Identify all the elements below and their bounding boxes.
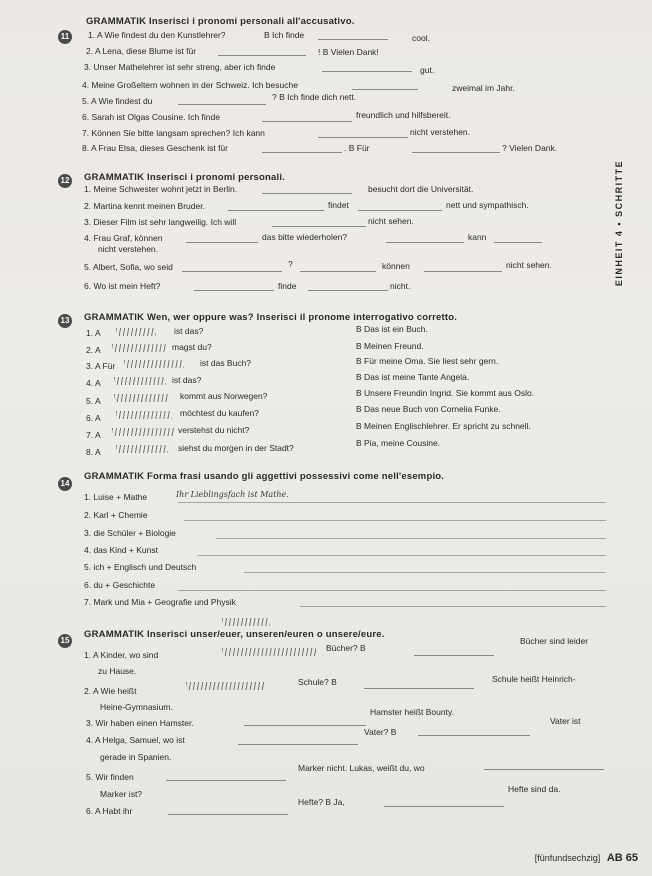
page-number: AB 65 — [606, 852, 638, 864]
blank[interactable] — [358, 210, 442, 211]
blank[interactable] — [308, 290, 388, 291]
blank[interactable] — [384, 806, 504, 807]
blank[interactable] — [412, 152, 500, 153]
handwritten-answer — [112, 428, 174, 436]
handwritten-answer — [114, 394, 168, 402]
exercise-number-15: 15 — [58, 634, 72, 648]
ex13-row-7-q: 7. A — [86, 430, 101, 440]
page-number-word: [fünfundsechzig] — [534, 853, 601, 863]
handwritten-answer — [112, 344, 166, 352]
ex13-row-2-mid: magst du? — [172, 342, 212, 352]
ex12-row-1-b: besucht dort die Universität. — [368, 184, 474, 194]
blank[interactable] — [182, 271, 282, 272]
ex14-row-1-q: 1. Luise + Mathe — [84, 492, 148, 502]
ex15-row-4-c: Vater ist — [550, 716, 581, 726]
ex13-row-3-b: B Für meine Oma. Sie liest sehr gern. — [356, 356, 499, 366]
ex11-row-2-b: ! B Vielen Dank! — [318, 47, 379, 57]
ex11-row-2-q: 2. A Lena, diese Blume ist für — [86, 46, 197, 56]
ex11-row-8-c: ? Vielen Dank. — [502, 143, 558, 153]
blank[interactable] — [262, 193, 352, 194]
ex13-row-2-q: 2. A — [86, 345, 101, 355]
ex13-row-4-b: B Das ist meine Tante Angela. — [356, 372, 470, 382]
ex15-row-1-cont: zu Hause. — [98, 666, 137, 676]
ex15-row-2-a: 2. A Wie heißt — [84, 686, 137, 696]
blank[interactable] — [484, 769, 604, 770]
ex13-row-1-q: 1. A — [86, 328, 101, 338]
exercise-number-12: 12 — [58, 174, 72, 188]
blank[interactable] — [262, 152, 342, 153]
handwritten-answer — [116, 445, 168, 453]
ex13-row-6-mid: möchtest du kaufen? — [180, 408, 259, 418]
ex14-row-1-answer: Ihr Lieblingsfach ist Mathe. — [176, 490, 289, 499]
answer-line[interactable] — [244, 572, 606, 573]
blank[interactable] — [386, 242, 464, 243]
ex14-row-3-q: 3. die Schüler + Biologie — [84, 528, 176, 538]
ex15-row-1-c: Bücher sind leider — [520, 636, 589, 646]
handwritten-scribble — [222, 618, 270, 626]
ex12-row-2-q: 2. Martina kennt meinen Bruder. — [84, 201, 205, 211]
blank[interactable] — [494, 242, 542, 243]
blank[interactable] — [194, 290, 274, 291]
ex14-row-5-q: 5. ich + Englisch und Deutsch — [84, 562, 197, 572]
ex11-row-6-q: 6. Sarah ist Olgas Cousine. Ich finde — [82, 112, 220, 122]
ex15-row-1-b: Bücher? B — [326, 643, 366, 653]
ex15-row-4-cont: gerade in Spanien. — [100, 752, 172, 762]
ex14-row-7-q: 7. Mark und Mia + Geografie und Physik — [84, 597, 236, 607]
ex15-row-4-b: Vater? B — [364, 727, 397, 737]
ex13-row-8-q: 8. A — [86, 447, 101, 457]
ex12-row-4-c: kann — [468, 232, 487, 242]
exercise-number-13: 13 — [58, 314, 72, 328]
ex12-row-6-q: 6. Wo ist mein Heft? — [84, 281, 161, 291]
ex11-row-4-q: 4. Meine Großeltern wohnen in der Schweiz. Ich besuche — [82, 80, 298, 90]
blank[interactable] — [218, 55, 306, 56]
ex15-row-6-b: Hefte? B Ja, — [298, 797, 345, 807]
exercise-14-title: GRAMMATIK Forma frasi usando gli aggettivi possessivi come nell'esempio. — [84, 471, 445, 482]
blank[interactable] — [300, 271, 376, 272]
ex13-row-4-q: 4. A — [86, 378, 101, 388]
ex15-row-5-a: 5. Wir finden — [86, 772, 134, 782]
ex12-row-4-b: das bitte wiederholen? — [262, 232, 348, 242]
ex15-row-5-c: Hefte sind da. — [508, 784, 561, 794]
ex13-row-8-mid: siehst du morgen in der Stadt? — [178, 443, 294, 453]
ex12-row-5-extra: nicht sehen. — [506, 260, 552, 270]
ex12-row-4-q: 4. Frau Graf, können — [84, 233, 163, 243]
ex13-row-1-mid: ist das? — [174, 326, 204, 336]
blank[interactable] — [414, 655, 494, 656]
exercise-15-title: GRAMMATIK Inserisci unser/euer, unseren/euren o unsere/eure. — [84, 629, 385, 640]
exercise-12-title: GRAMMATIK Inserisci i pronomi personali. — [84, 172, 286, 183]
blank[interactable] — [166, 780, 286, 781]
blank[interactable] — [228, 210, 324, 211]
ex12-row-4-cont: nicht verstehen. — [98, 244, 159, 254]
ex15-row-3-a: 3. Wir haben einen Hamster. — [86, 718, 194, 728]
ex12-row-2-b: findet — [328, 200, 349, 210]
ex13-row-7-mid: verstehst du nicht? — [178, 425, 250, 435]
blank[interactable] — [364, 688, 474, 689]
ex11-row-4-c: zweimal im Jahr. — [452, 83, 515, 93]
ex11-row-8-q: 8. A Frau Elsa, dieses Geschenk ist für — [82, 143, 228, 153]
ex13-row-5-q: 5. A — [86, 396, 101, 406]
ex12-row-3-q: 3. Dieser Film ist sehr langweilig. Ich will — [84, 217, 237, 227]
ex13-row-4-mid: ist das? — [172, 375, 202, 385]
ex15-row-1-a: 1. A Kinder, wo sind — [84, 650, 159, 660]
ex13-row-3-mid: ist das Buch? — [200, 358, 252, 368]
ex11-row-7-b: nicht verstehen. — [410, 127, 471, 137]
ex11-row-5-q: 5. A Wie findest du — [82, 96, 153, 106]
ex15-row-4-a: 4. A Helga, Samuel, wo ist — [86, 735, 185, 745]
exercise-number-11: 11 — [58, 30, 72, 44]
ex14-row-2-q: 2. Karl + Chemie — [84, 510, 148, 520]
ex11-row-1-c: cool. — [412, 33, 430, 43]
ex15-row-2-cont: Heine-Gymnasium. — [100, 702, 173, 712]
handwritten-answer — [124, 360, 184, 368]
blank[interactable] — [318, 39, 388, 40]
ex11-row-8-b: . B Für — [344, 143, 370, 153]
blank[interactable] — [322, 71, 412, 72]
exercise-11-title: GRAMMATIK Inserisci i pronomi personali all'accusativo. — [86, 16, 355, 27]
ex12-row-5-b: ? — [288, 259, 293, 269]
blank[interactable] — [352, 89, 418, 90]
answer-line[interactable] — [184, 520, 606, 521]
ex14-row-6-q: 6. du + Geschichte — [84, 580, 156, 590]
ex12-row-3-b: nicht sehen. — [368, 216, 414, 226]
ex12-row-6-b: finde — [278, 281, 297, 291]
handwritten-answer — [116, 411, 172, 419]
ex13-row-6-b: B Das neue Buch von Cornelia Funke. — [356, 404, 501, 414]
ex11-row-6-b: freundlich und hilfsbereit. — [356, 110, 451, 120]
handwritten-answer — [186, 682, 266, 690]
ex13-row-7-b: B Meinen Englischlehrer. Er spricht zu schnell. — [356, 421, 531, 431]
blank[interactable] — [244, 725, 366, 726]
ex11-row-3-c: gut. — [420, 65, 435, 75]
ex15-row-3-b: Hamster heißt Bounty. — [370, 707, 454, 717]
ex11-row-1-q: 1. A Wie findest du den Kunstlehrer? — [88, 30, 226, 40]
ex12-row-6-c: nicht. — [390, 281, 411, 291]
ex11-row-3-q: 3. Unser Mathelehrer ist sehr streng, aber ich finde — [84, 62, 276, 72]
blank[interactable] — [238, 744, 358, 745]
blank[interactable] — [418, 735, 530, 736]
blank[interactable] — [186, 242, 258, 243]
ex13-row-3-q: 3. A Für — [86, 361, 116, 371]
ex12-row-5-q: 5. Albert, Sofia, wo seid — [84, 262, 173, 272]
blank[interactable] — [424, 271, 502, 272]
answer-line[interactable] — [178, 502, 606, 503]
ex11-row-1-b: B Ich finde — [264, 30, 305, 40]
handwritten-answer — [222, 648, 316, 656]
answer-line[interactable] — [216, 538, 606, 539]
blank[interactable] — [168, 814, 288, 815]
ex15-row-2-c: Schule heißt Heinrich- — [492, 674, 576, 684]
ex12-row-1-q: 1. Meine Schwester wohnt jetzt in Berlin. — [84, 184, 238, 194]
ex15-row-5-cont: Marker ist? — [100, 789, 143, 799]
ex13-row-2-b: B Meinen Freund. — [356, 341, 424, 351]
ex14-row-4-q: 4. das Kind + Kunst — [84, 545, 158, 555]
exercise-13-title: GRAMMATIK Wen, wer oppure was? Inserisci il pronome interrogativo corretto. — [84, 312, 458, 323]
blank[interactable] — [262, 121, 352, 122]
answer-line[interactable] — [300, 606, 606, 607]
exercise-number-14: 14 — [58, 477, 72, 491]
blank[interactable] — [178, 104, 266, 105]
ex11-row-5-b: ? B Ich finde dich nett. — [272, 92, 357, 102]
page-footer — [535, 852, 638, 864]
ex13-row-6-q: 6. A — [86, 413, 101, 423]
blank[interactable] — [318, 137, 408, 138]
ex12-row-5-c: können — [382, 261, 410, 271]
ex13-row-5-b: B Unsere Freundin Ingrid. Sie kommt aus Oslo. — [356, 388, 535, 398]
handwritten-answer — [114, 377, 166, 385]
ex13-row-1-b: B Das ist ein Buch. — [356, 324, 428, 334]
ex15-row-5-b: Marker nicht. Lukas, weißt du, wo — [298, 763, 425, 773]
ex11-row-7-q: 7. Können Sie bitte langsam sprechen? Ich kann — [82, 128, 265, 138]
blank[interactable] — [272, 226, 366, 227]
ex13-row-5-mid: kommt aus Norwegen? — [180, 391, 268, 401]
ex13-row-8-b: B Pia, meine Cousine. — [356, 438, 441, 448]
ex12-row-2-c: nett und sympathisch. — [446, 200, 529, 210]
ex15-row-2-b: Schule? B — [298, 677, 337, 687]
handwritten-answer — [116, 328, 156, 336]
answer-line[interactable] — [198, 555, 606, 556]
ex15-row-6-a: 6. A Habt ihr — [86, 806, 133, 816]
side-unit-label: EINHEIT 4 • SCHRITTE — [614, 159, 624, 287]
answer-line[interactable] — [178, 590, 606, 591]
